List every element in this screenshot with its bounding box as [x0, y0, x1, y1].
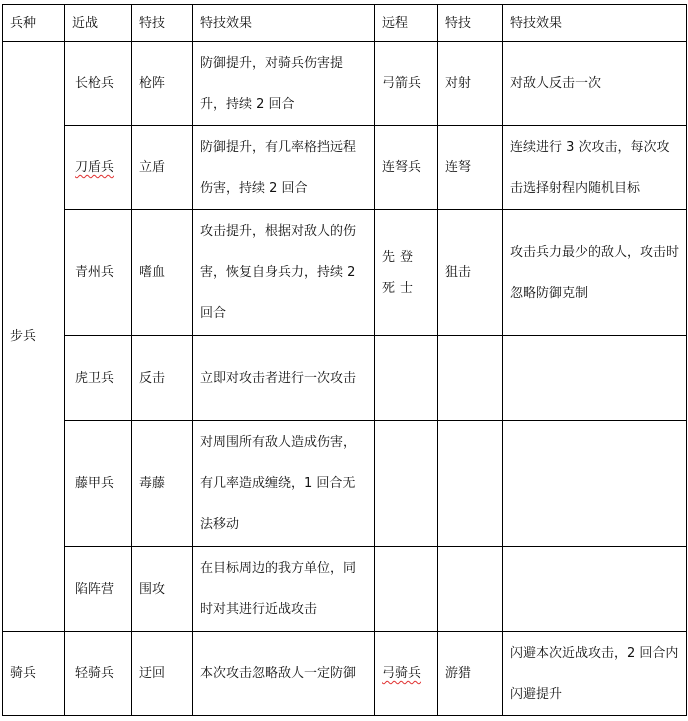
melee-effect: 本次攻击忽略敌人一定防御	[193, 632, 375, 716]
ranged-effect	[503, 336, 687, 421]
ranged-effect: 闪避本次近战攻击，2 回合内闪避提升	[503, 632, 687, 716]
ranged-skill	[438, 336, 503, 421]
ranged-unit-text: 弓骑兵	[382, 666, 422, 681]
ranged-skill: 游猎	[438, 632, 503, 716]
table-row	[3, 547, 687, 632]
melee-unit: 陷阵营	[65, 547, 132, 632]
ranged-unit	[375, 336, 438, 421]
ranged-effect: 对敌人反击一次	[503, 42, 687, 126]
table-row	[3, 632, 687, 716]
ranged-unit	[375, 632, 438, 716]
header-unit-type: 兵种	[3, 5, 65, 42]
ranged-skill	[438, 421, 503, 547]
ranged-unit: 连弩兵	[375, 126, 438, 210]
melee-effect: 攻击提升，根据对敌人的伤害，恢复自身兵力，持续 2 回合	[193, 210, 375, 336]
melee-skill: 迂回	[132, 632, 193, 716]
header-melee-skill: 特技	[132, 5, 193, 42]
group-infantry: 步兵	[3, 42, 65, 632]
ranged-effect	[503, 421, 687, 547]
melee-skill: 枪阵	[132, 42, 193, 126]
ranged-skill	[438, 547, 503, 632]
melee-unit	[65, 126, 132, 210]
melee-skill: 围攻	[132, 547, 193, 632]
ranged-effect: 攻击兵力最少的敌人，攻击时忽略防御克制	[503, 210, 687, 336]
group-cavalry: 骑兵	[3, 632, 65, 716]
melee-unit: 虎卫兵	[65, 336, 132, 421]
header-row	[3, 5, 687, 42]
ranged-effect: 连续进行 3 次攻击，每次攻击选择射程内随机目标	[503, 126, 687, 210]
melee-unit: 长枪兵	[65, 42, 132, 126]
table-row	[3, 336, 687, 421]
table-row	[3, 421, 687, 547]
ranged-skill: 狙击	[438, 210, 503, 336]
melee-skill: 毒藤	[132, 421, 193, 547]
ranged-skill: 连弩	[438, 126, 503, 210]
melee-unit: 青州兵	[65, 210, 132, 336]
ranged-unit: 弓箭兵	[375, 42, 438, 126]
table-row	[3, 42, 687, 126]
table-row	[3, 210, 687, 336]
melee-unit: 轻骑兵	[65, 632, 132, 716]
melee-effect: 在目标周边的我方单位，同时对其进行近战攻击	[193, 547, 375, 632]
melee-effect: 立即对攻击者进行一次攻击	[193, 336, 375, 421]
melee-unit-text: 刀盾兵	[75, 160, 115, 175]
melee-effect: 对周围所有敌人造成伤害，有几率造成缠绕，1 回合无法移动	[193, 421, 375, 547]
ranged-skill: 对射	[438, 42, 503, 126]
header-melee-effect: 特技效果	[193, 5, 375, 42]
melee-skill: 嗜血	[132, 210, 193, 336]
header-melee: 近战	[65, 5, 132, 42]
table-row	[3, 126, 687, 210]
melee-unit: 藤甲兵	[65, 421, 132, 547]
header-ranged: 远程	[375, 5, 438, 42]
ranged-unit	[375, 421, 438, 547]
ranged-unit: 先登死士	[375, 210, 438, 336]
header-ranged-skill: 特技	[438, 5, 503, 42]
melee-skill: 立盾	[132, 126, 193, 210]
melee-effect: 防御提升，对骑兵伤害提升，持续 2 回合	[193, 42, 375, 126]
ranged-unit	[375, 547, 438, 632]
unit-skill-table	[2, 4, 687, 716]
header-ranged-effect: 特技效果	[503, 5, 687, 42]
melee-skill: 反击	[132, 336, 193, 421]
ranged-effect	[503, 547, 687, 632]
melee-effect: 防御提升，有几率格挡远程伤害，持续 2 回合	[193, 126, 375, 210]
